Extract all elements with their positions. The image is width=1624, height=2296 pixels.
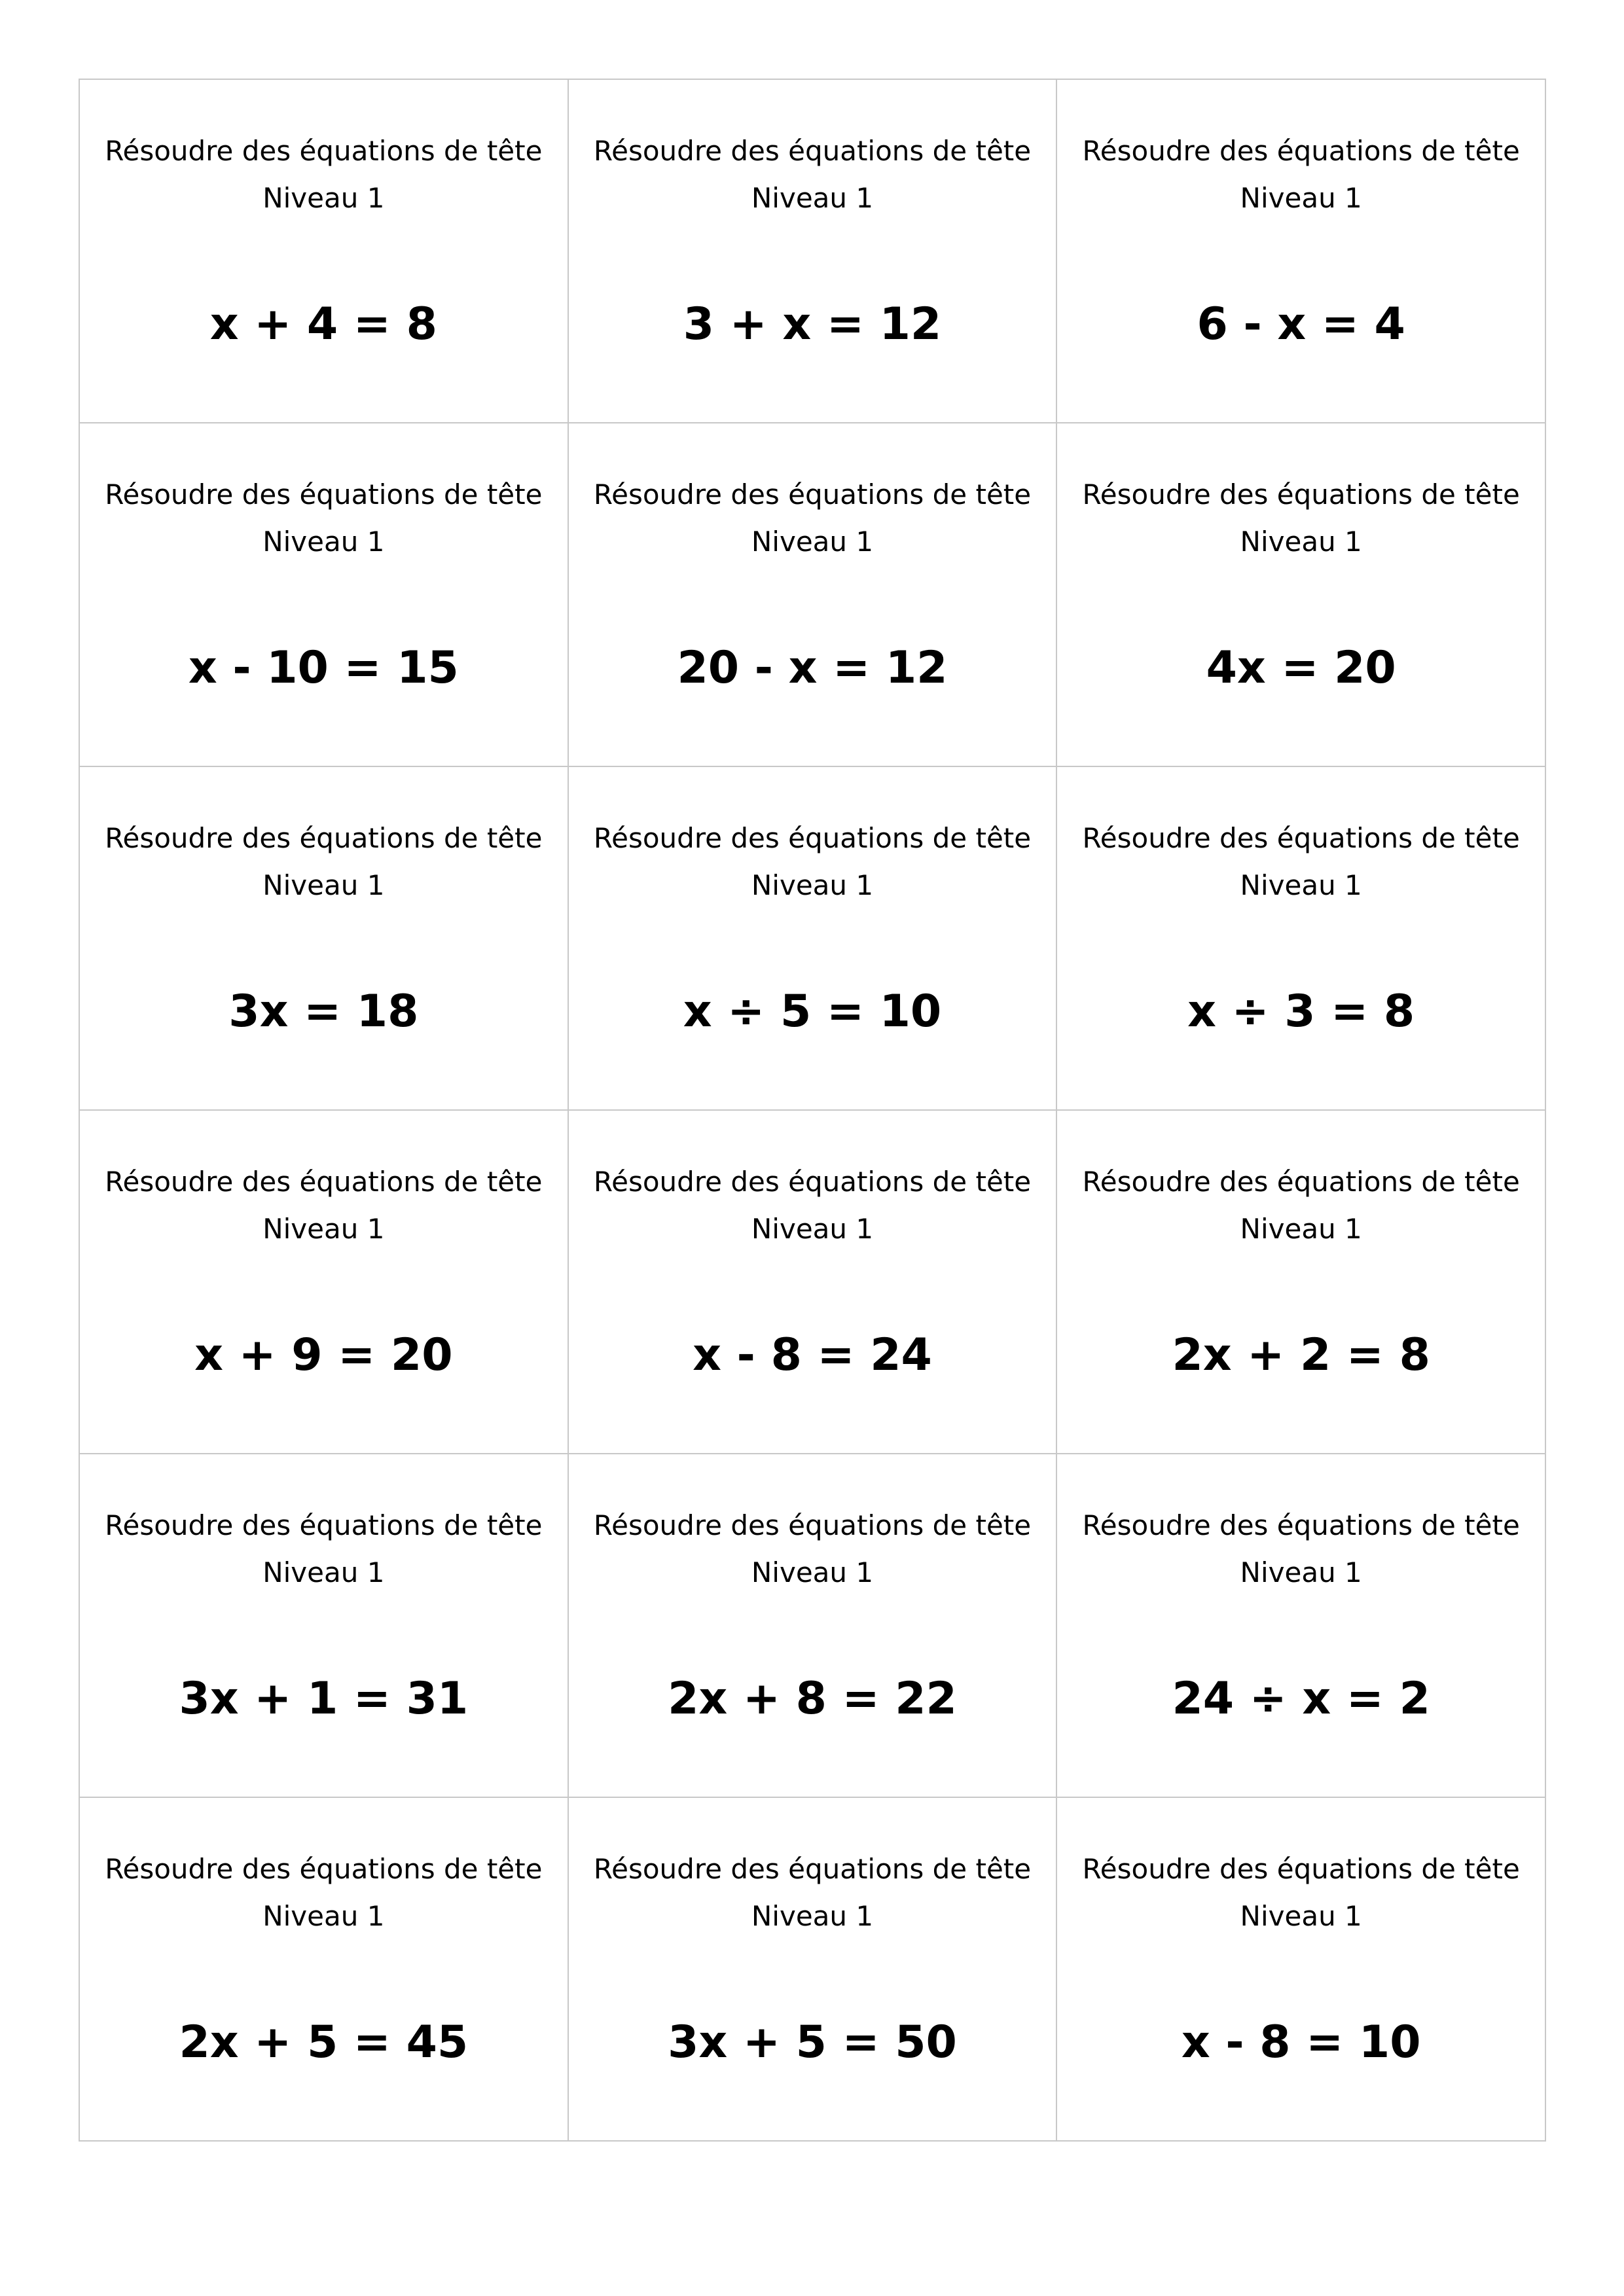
card-equation: 3 + x = 12	[683, 298, 942, 350]
card-title: Résoudre des équations de tête	[1082, 135, 1520, 167]
card-title: Résoudre des équations de tête	[593, 1166, 1032, 1198]
card-title: Résoudre des équations de tête	[105, 478, 543, 511]
card-title: Résoudre des équations de tête	[1082, 1853, 1520, 1885]
card-equation: x + 4 = 8	[209, 298, 437, 350]
equation-card	[80, 423, 569, 767]
equation-card	[1057, 1111, 1546, 1454]
card-level: Niveau 1	[751, 182, 874, 214]
card-equation: 3x = 18	[228, 986, 419, 1037]
card-equation: x - 8 = 24	[693, 1329, 932, 1381]
card-level: Niveau 1	[751, 1556, 874, 1588]
card-title: Résoudre des équations de tête	[1082, 478, 1520, 511]
card-level: Niveau 1	[262, 526, 385, 558]
card-sheet	[79, 79, 1546, 2142]
card-equation: 2x + 8 = 22	[668, 1673, 957, 1725]
card-equation: 6 - x = 4	[1197, 298, 1405, 350]
card-title: Résoudre des équations de tête	[1082, 822, 1520, 854]
equation-card	[569, 1798, 1058, 2142]
card-level: Niveau 1	[1240, 182, 1362, 214]
equation-card	[80, 1798, 569, 2142]
card-title: Résoudre des équations de tête	[105, 1166, 543, 1198]
card-equation: 3x + 5 = 50	[668, 2017, 957, 2068]
card-equation: x ÷ 3 = 8	[1187, 986, 1415, 1037]
equation-card	[569, 1454, 1058, 1798]
card-level: Niveau 1	[751, 1213, 874, 1245]
card-level: Niveau 1	[262, 869, 385, 901]
card-title: Résoudre des équations de tête	[105, 135, 543, 167]
card-title: Résoudre des équations de tête	[105, 822, 543, 854]
equation-card	[1057, 1454, 1546, 1798]
equation-card	[80, 1454, 569, 1798]
card-level: Niveau 1	[751, 1900, 874, 1932]
card-equation: 20 - x = 12	[677, 642, 948, 694]
card-level: Niveau 1	[262, 182, 385, 214]
equation-card	[569, 80, 1058, 423]
equation-card	[1057, 423, 1546, 767]
card-equation: 2x + 2 = 8	[1172, 1329, 1430, 1381]
card-equation: 4x = 20	[1206, 642, 1396, 694]
card-title: Résoudre des équations de tête	[593, 1509, 1032, 1541]
card-equation: x ÷ 5 = 10	[683, 986, 942, 1037]
equation-card	[1057, 80, 1546, 423]
card-level: Niveau 1	[1240, 1900, 1362, 1932]
card-equation: 24 ÷ x = 2	[1172, 1673, 1430, 1725]
equation-card	[569, 423, 1058, 767]
card-level: Niveau 1	[262, 1900, 385, 1932]
card-level: Niveau 1	[1240, 526, 1362, 558]
card-title: Résoudre des équations de tête	[593, 822, 1032, 854]
card-equation: x - 10 = 15	[188, 642, 459, 694]
equation-card	[80, 80, 569, 423]
card-equation: 2x + 5 = 45	[179, 2017, 469, 2068]
equation-card	[80, 1111, 569, 1454]
equation-card	[80, 767, 569, 1111]
card-level: Niveau 1	[751, 526, 874, 558]
card-equation: x + 9 = 20	[194, 1329, 453, 1381]
card-level: Niveau 1	[751, 869, 874, 901]
card-equation: 3x + 1 = 31	[179, 1673, 469, 1725]
card-level: Niveau 1	[1240, 1556, 1362, 1588]
card-title: Résoudre des équations de tête	[593, 478, 1032, 511]
card-equation: x - 8 = 10	[1181, 2017, 1421, 2068]
card-level: Niveau 1	[1240, 869, 1362, 901]
card-title: Résoudre des équations de tête	[593, 135, 1032, 167]
card-title: Résoudre des équations de tête	[1082, 1509, 1520, 1541]
card-title: Résoudre des équations de tête	[105, 1853, 543, 1885]
card-level: Niveau 1	[262, 1556, 385, 1588]
card-title: Résoudre des équations de tête	[105, 1509, 543, 1541]
card-level: Niveau 1	[262, 1213, 385, 1245]
equation-card	[1057, 767, 1546, 1111]
equation-card	[569, 767, 1058, 1111]
card-level: Niveau 1	[1240, 1213, 1362, 1245]
equation-card	[569, 1111, 1058, 1454]
card-title: Résoudre des équations de tête	[593, 1853, 1032, 1885]
card-title: Résoudre des équations de tête	[1082, 1166, 1520, 1198]
equation-card	[1057, 1798, 1546, 2142]
